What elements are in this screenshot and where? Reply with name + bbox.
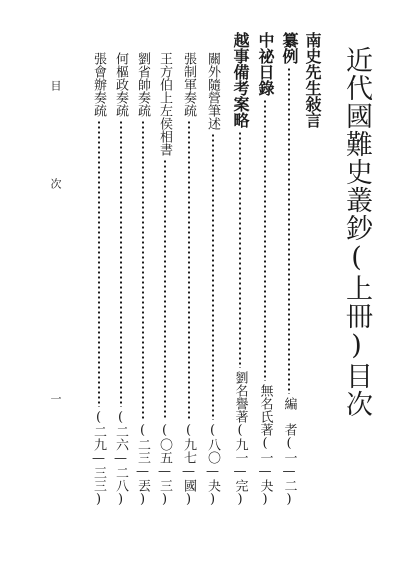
toc-subentry-pages: (二九—三三)	[91, 410, 106, 507]
toc-subentry-pages: (九七—國)	[181, 423, 196, 507]
page-number: 一	[49, 393, 62, 404]
toc-subentry	[206, 52, 219, 507]
toc-entry-pages: (一—二)	[281, 436, 297, 507]
dot-leader	[164, 159, 166, 420]
toc-entry-zhongmi-rilu	[257, 32, 273, 507]
toc-subentry	[114, 52, 127, 507]
toc-subentry-label: 劉省帥奏疏	[135, 52, 150, 117]
toc-subentry-label: 王方伯上左侯相書	[157, 52, 172, 156]
toc-subentry	[182, 52, 195, 507]
toc-subentry-label: 張制軍奏疏	[181, 52, 196, 117]
toc-entry-author: 編 者	[281, 397, 297, 436]
page-title: 近代國難史叢鈔(上冊)目次	[341, 46, 372, 418]
dot-leader	[120, 120, 122, 407]
toc-subentry-pages: (〇五—三)	[157, 423, 172, 507]
toc-entry-pages: (一—夬)	[257, 436, 273, 507]
toc-entry-preface	[304, 32, 320, 192]
dot-leader	[212, 133, 214, 420]
dot-leader	[188, 120, 190, 420]
toc-entry-label: 越事備考案略	[231, 32, 250, 128]
dot-leader	[98, 120, 100, 407]
toc-subentry	[136, 52, 149, 507]
toc-subentry	[158, 52, 171, 507]
toc-entry-yueshi-beikao	[232, 32, 248, 507]
toc-entry-label: 南史先生敍言	[303, 32, 322, 128]
dot-leader	[288, 67, 290, 394]
toc-subentry-label: 張會辦奏疏	[91, 52, 106, 117]
toc-entry-author: 劉名譽著	[232, 371, 248, 423]
toc-entry-author: 無名氏著	[257, 384, 273, 436]
dot-leader	[239, 131, 241, 368]
toc-subentry-pages: (八〇—夬)	[205, 423, 220, 507]
dot-leader	[142, 120, 144, 420]
toc-subentry-label: 關外隨營筆述	[205, 52, 220, 130]
toc-subentry-pages: (二三—丟)	[135, 423, 150, 507]
toc-entry-editorial-notes	[281, 32, 297, 507]
toc-subentry	[92, 52, 105, 507]
toc-entry-label: 纂例	[280, 32, 299, 64]
dot-leader	[264, 99, 266, 381]
toc-entry-pages: (九一—完)	[232, 423, 248, 507]
toc-subentry-pages: (二六—二八)	[113, 410, 128, 507]
toc-entry-label: 中祕日錄	[256, 32, 275, 96]
margin-section-label: 目 次	[49, 80, 62, 227]
toc-subentry-label: 何樞政奏疏	[113, 52, 128, 117]
